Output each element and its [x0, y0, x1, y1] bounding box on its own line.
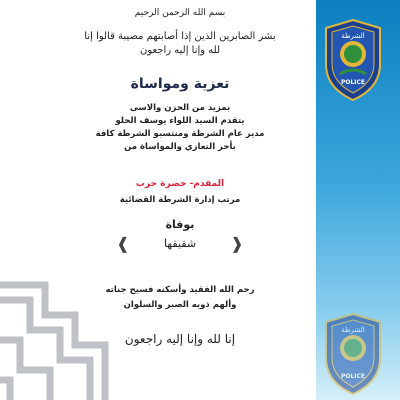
- deceased-frame: [116, 233, 244, 255]
- death-label: بوفاة: [165, 218, 195, 231]
- deceased-relation: شقيقها: [163, 237, 197, 250]
- body-line: بأحر التعازي والمواساة من: [124, 142, 236, 152]
- badge-top-label: الشرطة: [341, 32, 365, 40]
- recipient-name: المقدم- خضرة حرب: [135, 179, 225, 189]
- message-body: [50, 102, 310, 154]
- prayer-line: وألهم ذويه الصبر والسلوان: [123, 300, 237, 310]
- quran-verse-calligraphy: بشر الصابرين الذين إذا أصابتهم مصيبة قالوا إنا لله وإنا إليه راجعون: [84, 31, 276, 56]
- prayer-text: [60, 283, 300, 313]
- prayer-line: رحم الله الفقيد وأسكنه فسيح جناته: [105, 285, 255, 295]
- badge-bottom-police-label: POLICE: [340, 373, 366, 380]
- closing-calligraphy: إنا لله وإنا إليه راجعون: [124, 332, 236, 346]
- basmala-calligraphy: بسم الله الرحمن الرحيم: [134, 8, 226, 18]
- badge-police-label: POLICE: [340, 79, 366, 86]
- body-line: مدير عام الشرطة ومنتسبو الشرطة كافة: [95, 129, 265, 139]
- page-title: تعزية ومواساة: [130, 76, 230, 92]
- ornament-bracket-right: ❰: [230, 234, 244, 253]
- badge-bottom-label: الشرطة: [341, 326, 365, 334]
- body-line: يتقدم السيد اللواء يوسف الحلو: [115, 116, 245, 126]
- ornament-bracket-left: ❱: [116, 234, 130, 253]
- body-line: بمزيد من الحزن والاسى: [129, 103, 231, 113]
- recipient-role: مرتب إدارة الشرطة القضائية: [119, 195, 241, 205]
- police-badge-top: [320, 18, 386, 102]
- police-badge-bottom: [320, 312, 386, 396]
- condolence-card: [60, 0, 300, 400]
